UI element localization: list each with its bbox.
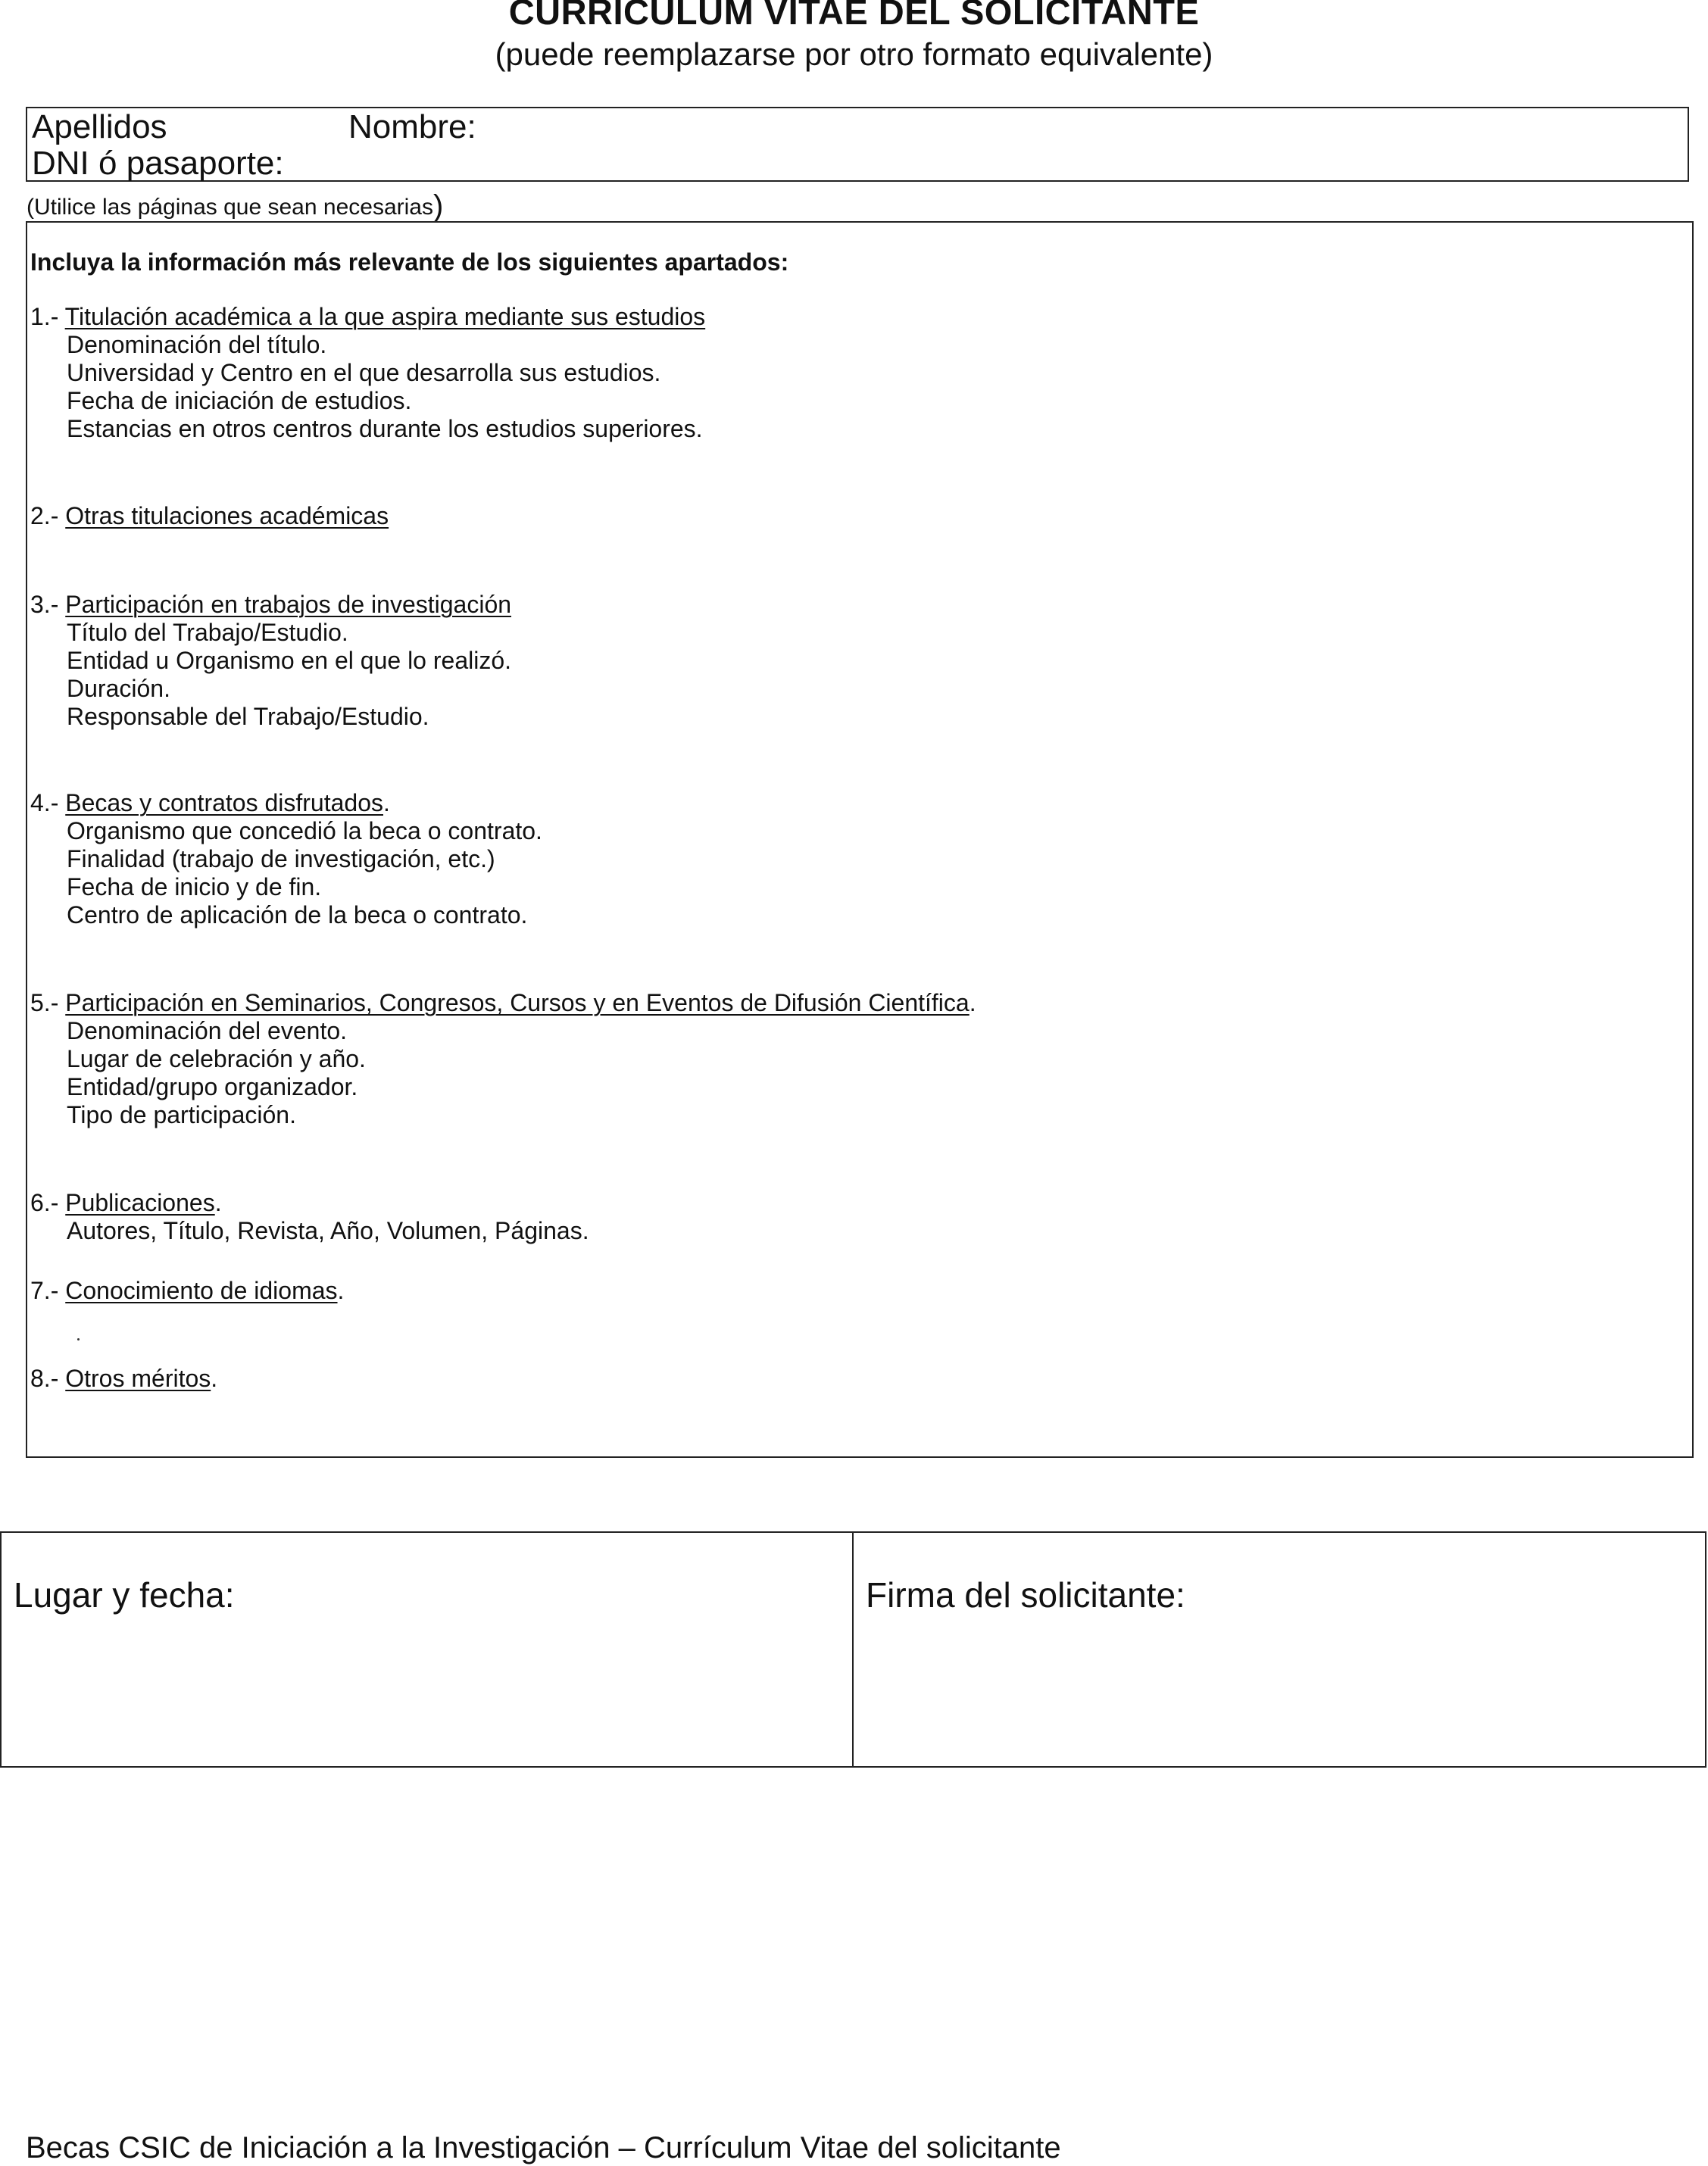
section-item: Centro de aplicación de la beca o contrato.	[67, 901, 528, 929]
section-title: Otros méritos	[65, 1365, 211, 1392]
usage-note-closing: )	[432, 189, 444, 223]
section-seminars-congresses	[30, 989, 976, 1129]
section-item: Denominación del evento.	[67, 1017, 348, 1044]
surname-label: Apellidos	[32, 108, 167, 145]
section-suffix: .	[383, 789, 390, 816]
section-number: 5.-	[30, 989, 59, 1016]
section-number: 6.-	[30, 1189, 59, 1216]
section-heading	[30, 989, 976, 1017]
section-item: Universidad y Centro en el que desarrolla sus estudios.	[67, 359, 661, 386]
place-date-label: Lugar y fecha:	[14, 1575, 235, 1615]
section-number: 7.-	[30, 1277, 59, 1304]
section-heading	[30, 1189, 589, 1217]
section-item: Entidad u Organismo en el que lo realizó.	[67, 647, 512, 674]
section-suffix: .	[214, 1189, 222, 1216]
section-item: Entidad/grupo organizador.	[67, 1073, 358, 1100]
cv-sections-box	[26, 221, 1694, 1458]
section-heading	[30, 502, 389, 530]
section-title: Publicaciones	[65, 1189, 215, 1216]
signature-table	[0, 1531, 1706, 1768]
section-languages	[30, 1277, 344, 1305]
section-item: Autores, Título, Revista, Año, Volumen, Páginas.	[67, 1217, 589, 1244]
section-item: Denominación del título.	[67, 331, 327, 358]
section-title: Otras titulaciones académicas	[65, 502, 389, 529]
section-other-degrees	[30, 502, 389, 530]
section-suffix: .	[337, 1277, 345, 1304]
section-item: Fecha de inicio y de fin.	[67, 873, 322, 900]
section-suffix: .	[211, 1365, 218, 1392]
section-title: Titulación académica a la que aspira mediante sus estudios	[64, 303, 706, 330]
identification-box	[26, 107, 1689, 182]
page-title: CURRICULUM VITAE DEL SOLICITANTE	[508, 0, 1200, 32]
section-item: Organismo que concedió la beca o contrato.	[67, 817, 542, 844]
section-research-work	[30, 591, 511, 731]
section-item: Lugar de celebración y año.	[67, 1045, 366, 1072]
page-subtitle: (puede reemplazarse por otro formato equivalente)	[495, 36, 1213, 72]
section-item: Tipo de participación.	[67, 1101, 296, 1128]
section-number: 4.-	[30, 789, 59, 816]
id-document-label: DNI ó pasaporte:	[32, 145, 284, 182]
section-title: Conocimiento de idiomas	[65, 1277, 338, 1304]
section-title: Participación en trabajos de investigación	[65, 591, 512, 618]
section-item: Fecha de iniciación de estudios.	[67, 387, 412, 414]
section-heading	[30, 303, 705, 331]
section-number: 2.-	[30, 502, 59, 529]
section-title: Becas y contratos disfrutados	[65, 789, 383, 816]
applicant-signature-label: Firma del solicitante:	[866, 1575, 1185, 1615]
section-heading	[30, 1365, 217, 1393]
section-number: 8.-	[30, 1365, 59, 1392]
sections-intro: Incluya la información más relevante de los siguientes apartados:	[30, 248, 789, 276]
section-number: 1.-	[30, 303, 59, 330]
section-item: Estancias en otros centros durante los estudios superiores.	[67, 415, 703, 442]
section-suffix: .	[969, 989, 976, 1016]
section-item: Finalidad (trabajo de investigación, etc.)	[67, 845, 495, 872]
usage-note-text: (Utilice las páginas que sean necesarias	[27, 195, 433, 220]
page-footer: Becas CSIC de Iniciación a la Investigación – Currículum Vitae del solicitante	[26, 2131, 1061, 2164]
section-publications	[30, 1189, 589, 1245]
section-academic-degree	[30, 303, 705, 443]
section-grants-contracts	[30, 789, 542, 929]
section-heading	[30, 789, 542, 817]
name-label: Nombre:	[348, 108, 476, 145]
section-heading	[30, 1277, 344, 1305]
section-heading	[30, 591, 511, 619]
section-title: Participación en Seminarios, Congresos, Cursos y en Eventos de Difusión Científica	[65, 989, 970, 1016]
signature-divider	[852, 1533, 854, 1766]
section-other-merits	[30, 1365, 217, 1393]
usage-note	[27, 189, 444, 223]
section-number: 3.-	[30, 591, 59, 618]
section-item: Duración.	[67, 675, 170, 702]
stray-mark	[77, 1338, 80, 1340]
section-item: Título del Trabajo/Estudio.	[67, 619, 348, 646]
section-item: Responsable del Trabajo/Estudio.	[67, 703, 429, 730]
